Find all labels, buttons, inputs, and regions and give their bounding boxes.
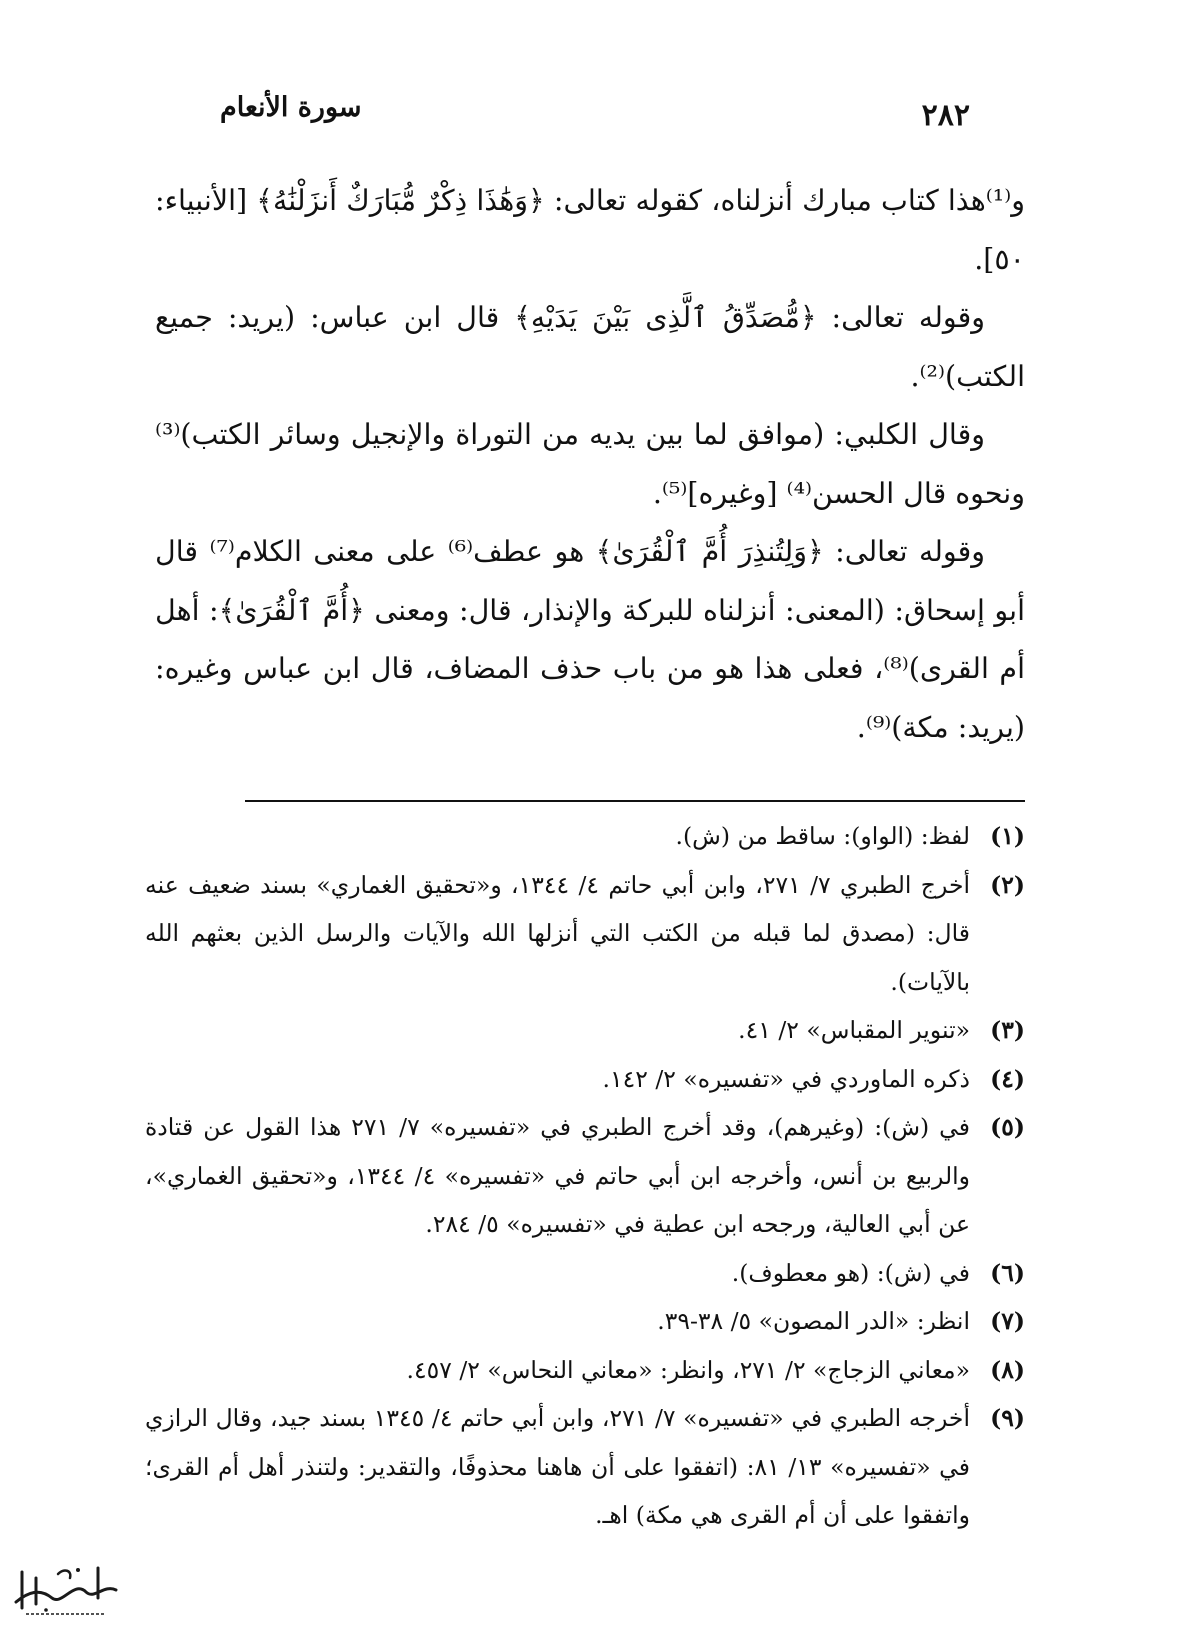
paragraph: وقوله تعالى: ﴿وَلِتُنذِرَ أُمَّ ٱلْقُرَىٰ﴾ هو عطف⁽⁶⁾ على معنى الكلام⁽⁷⁾ قال أبو إسحاق: (المعنى: أنزلناه للبركة والإنذار، قال: ومعنى ﴿أُمَّ ٱلْقُرَىٰ﴾: أهل أم القرى)⁽⁸⁾، فعلى هذا هو من باب حذف المضاف، قال ابن عباس وغيره: (يريد: مكة)⁽⁹⁾. bbox=[155, 535, 1025, 744]
main-text bbox=[155, 172, 1025, 757]
footnote bbox=[145, 1055, 1025, 1104]
footnote bbox=[145, 1103, 1025, 1249]
footnote bbox=[145, 861, 1025, 1007]
footnote bbox=[145, 1346, 1025, 1395]
footnote bbox=[145, 1297, 1025, 1346]
footnote-number: (٨) bbox=[990, 1355, 1025, 1384]
footnote bbox=[145, 1249, 1025, 1298]
footnote-text: «معاني الزجاج» ٢/ ٢٧١، وانظر: «معاني النحاس» ٢/ ٤٥٧. bbox=[406, 1355, 970, 1384]
footnote bbox=[145, 1006, 1025, 1055]
footnote-text: «تنوير المقباس» ٢/ ٤١. bbox=[738, 1016, 970, 1044]
footnote-text: لفظ: (الواو): ساقط من (ش). bbox=[675, 822, 970, 850]
paragraph: و⁽¹⁾هذا كتاب مبارك أنزلناه، كقوله تعالى: ﴿وَهَٰذَا ذِكْرٌ مُّبَارَكٌ أَنزَلْنَٰهُ﴾ [الأنبياء: ٥٠]. bbox=[155, 184, 1025, 276]
page-header bbox=[200, 92, 1000, 142]
paragraph: وقال الكلبي: (موافق لما بين يديه من التوراة والإنجيل وسائر الكتب)⁽³⁾ ونحوه قال الحسن⁽⁴⁾ [وغيره]⁽⁵⁾. bbox=[155, 418, 1025, 510]
footnote-divider bbox=[245, 800, 1025, 802]
footnote-text: في (ش): (وغيرهم)، وقد أخرج الطبري في «تفسيره» ٧/ ٢٧١ هذا القول عن قتادة والربيع بن أنس، وأخرجه ابن أبي حاتم في «تفسيره» ٤/ ١٣٤٤، و«تحقيق الغماري»، عن أبي العالية، ورجحه ابن عطية في «تفسيره» ٥/ ٢٨٤. bbox=[145, 1113, 971, 1238]
footnote-number: (٩) bbox=[990, 1404, 1025, 1432]
footnote-number: (٣) bbox=[990, 1016, 1025, 1044]
footnote-number: (٤) bbox=[990, 1064, 1025, 1093]
paragraph: وقوله تعالى: ﴿مُّصَدِّقُ ٱلَّذِى بَيْنَ يَدَيْهِ﴾ قال ابن عباس: (يريد: جميع الكتب)⁽²⁾. bbox=[155, 301, 1025, 393]
footnotes-section bbox=[145, 812, 1025, 1540]
footnote-number: (٥) bbox=[990, 1113, 1025, 1141]
footnote-number: (١) bbox=[990, 822, 1025, 850]
footnote-text: أخرج الطبري ٧/ ٢٧١، وابن أبي حاتم ٤/ ١٣٤٤، و«تحقيق الغماري» بسند ضعيف عنه قال: (مصدق لما قبله من الكتب التي أنزلها الله والآيات والرسل الذين بعثهم الله بالآيات). bbox=[145, 870, 970, 996]
page-number: ٢٨٢ bbox=[921, 98, 970, 133]
footnote-text: في (ش): (هو معطوف). bbox=[731, 1258, 970, 1287]
calligraphy-logo bbox=[6, 1558, 124, 1624]
footnote-text: انظر: «الدر المصون» ٥/ ٣٨-٣٩. bbox=[657, 1307, 970, 1335]
surah-title: سورة الأنعام bbox=[220, 92, 362, 123]
footnote-text: ذكره الماوردي في «تفسيره» ٢/ ١٤٢. bbox=[602, 1064, 970, 1093]
footnote bbox=[145, 812, 1025, 861]
footnote bbox=[145, 1394, 1025, 1540]
footnote-text: أخرجه الطبري في «تفسيره» ٧/ ٢٧١، وابن أبي حاتم ٤/ ١٣٤٥ بسند جيد، وقال الرازي في «تفسيره» ١٣/ ٨١: (اتفقوا على أن هاهنا محذوفًا، والتقدير: ولتنذر أهل أم القرى؛ واتفقوا على أن أم القرى هي مكة) اهـ. bbox=[145, 1404, 971, 1529]
footnote-number: (٢) bbox=[990, 870, 1025, 899]
footnote-number: (٦) bbox=[990, 1258, 1025, 1287]
footnote-number: (٧) bbox=[990, 1307, 1025, 1335]
